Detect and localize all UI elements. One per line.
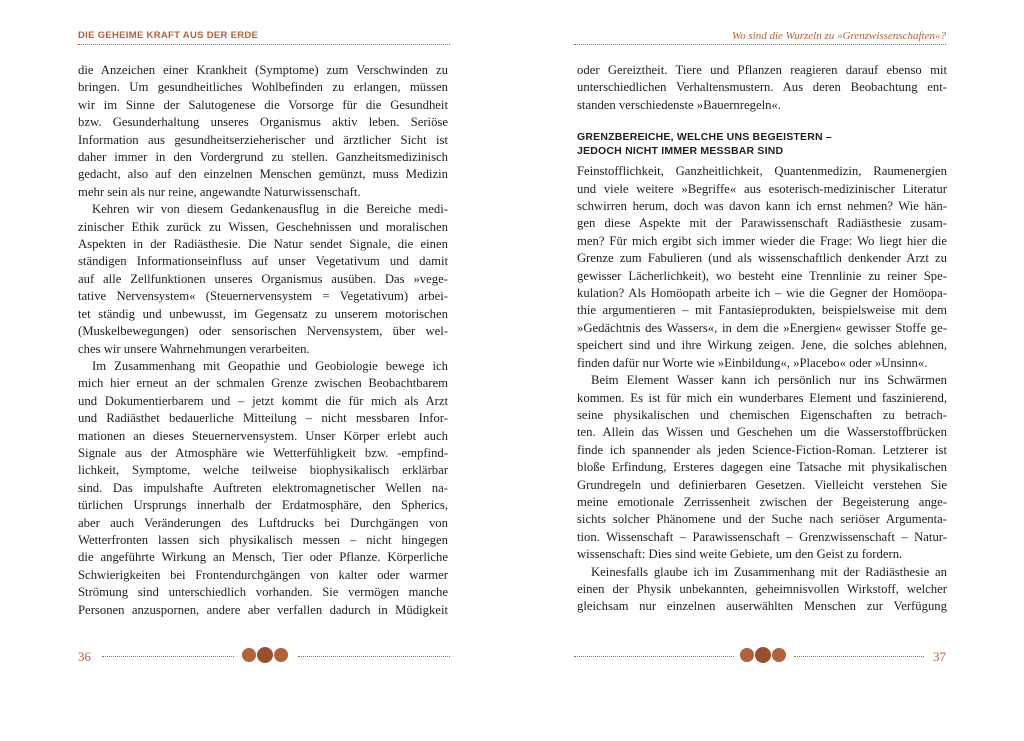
text-line: Personen anzuspornen, andere aber verfallen dadurch in Müdigkeit — [78, 602, 448, 617]
footer-rule — [298, 656, 450, 657]
circles-ornament-icon — [242, 648, 290, 664]
text-line: speichert sind und ihre Wirkung zeigen. Jene, die solches ablehnen, — [577, 338, 947, 353]
body-text — [78, 62, 448, 619]
text-line: Kehren wir von diesem Gedankenausflug in die Bereiche medi- — [92, 202, 448, 217]
text-line: standen verschiedenste »Bauernregeln«. — [577, 97, 781, 112]
text-line: bringen. Um gesundheitliches Wohlbefinden zu erlangen, müssen — [78, 80, 448, 95]
text-line: Aspekten in der Radiästhesie. Die Natur sendet Signale, die einen — [78, 237, 448, 252]
text-line: seine physikalischen und chemischen Eigenschaften zu betrach- — [577, 407, 947, 422]
text-line: Strömung sind unterschiedlich vorhanden. Sie vermögen manche — [78, 585, 448, 600]
circles-ornament-icon — [740, 648, 788, 664]
text-line: Grenze zum Fabulieren (und als wissenschaftlich denkender Arzt zu — [577, 251, 947, 266]
text-line: die angeführte Wirkung an Mensch, Tier oder Pflanze. Körperliche — [78, 550, 448, 565]
header-rule — [574, 44, 946, 45]
section-heading: JEDOCH NICHT IMMER MESSBAR SIND — [577, 145, 784, 158]
text-line: ten. Allein das Wissen und Geschehen um die Wasserstoffbrücken — [577, 425, 947, 440]
text-line: kulation? Als Homöopath arbeite ich – wie die Gegner der Homöopa- — [577, 286, 947, 301]
text-line: und viele weitere »Begriffe« aus esoterisch-medizinischer Literatur — [577, 181, 947, 196]
text-line: einen der Physik unbekannten, geheimnisvollen Wirkstoff, welcher — [577, 581, 947, 596]
text-line: und Dokumentierbarem und – jetzt kommt die für mich als Arzt — [78, 393, 448, 408]
text-line: men? Für mich ergibt sich immer wieder die Frage: Wo liegt hier die — [577, 233, 947, 248]
text-line: Im Zusammenhang mit Geopathie und Geobiologie bewege ich — [92, 358, 448, 373]
text-line: Beim Element Wasser kann ich persönlich nur ins Schwärmen — [591, 373, 947, 388]
text-line: tion. Wissenschaft – Parawissenschaft – Grenzwissenschaft – Natur- — [577, 529, 947, 544]
text-line: lichkeit, Symptome, welche teilweise biophysikalisch erklärbar — [78, 463, 448, 478]
text-line: Signale aus der Atmosphäre wie Wetterfühligkeit bzw. -empfind- — [78, 445, 448, 460]
text-line: bzw. Gesunderhaltung unseres Organismus aktiv leben. Seriöse — [78, 115, 448, 130]
text-line: Schwierigkeiten bei Frontendurchgängen von kalter oder warmer — [78, 567, 448, 582]
text-line: oder Gereiztheit. Tiere und Pflanzen reagieren darauf ebenso mit — [577, 63, 947, 77]
text-line: türlichen Ursprungs innerhalb der Erdatmosphäre, den Spherics, — [78, 498, 448, 513]
text-line: Wetterfronten lassen sich physikalisch messen – nicht hingegen — [78, 532, 448, 547]
text-line: sichts solcher Phänomene und der Suche nach seriöser Argumenta- — [577, 512, 947, 527]
text-line: ches wir unsere Wahrnehmungen verarbeiten. — [78, 341, 310, 356]
right-page — [512, 0, 1024, 741]
footer-rule — [574, 656, 734, 657]
text-line: kommen. Es ist für mich ein wunderbares Element und faszinierend, — [577, 390, 947, 405]
text-line: zinischer Ethik zurück zu Wissen, Geschehnissen und moralischen — [78, 219, 448, 234]
text-line: aber auch Veränderungen des Luftdrucks bei Durchgängen von — [78, 515, 448, 530]
text-line: finden dafür nur Worte wie »Einbildung«, »Placebo« oder »Unsinn«. — [577, 355, 928, 370]
text-line: tet ständig und unbewusst, im Gegensatz zu unserem motorischen — [78, 306, 448, 321]
body-text — [577, 62, 947, 616]
text-line: ständigen Informationseinfluss auf unser Vegetativum und damit — [78, 254, 448, 269]
text-line: mehr sein als nur reine, angewandte Naturwissenschaft. — [78, 184, 361, 199]
text-line: meine emotionale Zerrissenheit zwischen der Begeisterung ange- — [577, 494, 947, 509]
text-line: auf alle Zellfunktionen unseres Organismus ausüben. Das »vege- — [78, 271, 448, 286]
text-line: schwirren herum, doch was davon kann ich ernst nehmen? Wie hän- — [577, 199, 947, 214]
header-rule — [78, 44, 450, 45]
text-line: thie argumentieren – mit Fantasieprodukten, beispielsweise mit dem — [577, 303, 947, 318]
text-line: Keinesfalls glaube ich im Zusammenhang mit der Radiästhesie an — [591, 564, 947, 579]
text-line: die Anzeichen einer Krankheit (Symptome) zum Verschwinden zu — [78, 63, 448, 77]
running-header: Wo sind die Wurzeln zu »Grenzwissenschaften«? — [732, 30, 946, 42]
running-header: DIE GEHEIME KRAFT AUS DER ERDE — [78, 30, 259, 41]
text-line: mich hier erneut an der schmalen Grenze zwischen Beobachtbarem — [78, 376, 448, 391]
text-line: gen diese Aspekte mit der Parawissenschaft Radiästhesie zusam- — [577, 216, 947, 231]
text-line: und Radiästhet bedauerliche Mitteilung – nicht messbaren Infor- — [78, 411, 448, 426]
text-line: gleichsam nur einzelnen auserwählten Menschen zur Verfügung — [577, 599, 947, 614]
text-line: mationen an dieses Steuernervensystem. Unser Körper erlebt auch — [78, 428, 448, 443]
text-line: gewisser Lächerlichkeit), wo besteht eine Trennlinie zu reiner Spe- — [577, 268, 947, 283]
page-number: 36 — [78, 649, 91, 664]
text-line: daher immer in den Vordergrund zu stellen. Ganzheitsmedizinisch — [78, 150, 448, 165]
text-line: bloße Erfindung, Ersteres dagegen eine Tatsache mit physikalischen — [577, 460, 947, 475]
text-line: Information aus gesundheitserzieherischer und ärztlicher Sicht ist — [78, 132, 448, 147]
section-heading: GRENZBEREICHE, WELCHE UNS BEGEISTERN – — [577, 131, 832, 144]
text-line: Grundregeln und definierbaren Gesetzen. Vielleicht verstehen Sie — [577, 477, 947, 492]
text-line: wissenschaft: Dies sind weite Gebiete, um den Geist zu fordern. — [577, 547, 903, 562]
text-line: finde ich spannender als jeden Science-Fiction-Roman. Letzterer ist — [577, 442, 947, 457]
text-line: wir im Sinne der Salutogenese die Vorsorge für die Gesundheit — [78, 97, 448, 112]
text-line: tative Nervensystem« (Steuernervensystem = Vegetativum) arbei- — [78, 289, 448, 304]
text-line: »Gedächtnis des Wassers«, in dem die »Energien« gewisser Stoffe ge- — [577, 320, 947, 335]
text-line: (Muskelbewegungen) oder sensorischen Nervensystem, über wel- — [78, 324, 448, 339]
text-line: Feinstofflichkeit, Ganzheitlichkeit, Quantenmedizin, Raumenergien — [577, 164, 947, 179]
text-line: unterschiedlichen Verhaltensmustern. Aus deren Beobachtung ent- — [577, 80, 947, 95]
text-line: sind. Das impulshafte Auftreten elektromagnetischer Wellen na- — [78, 480, 448, 495]
text-line: gedacht, also auf den einzelnen Menschen gemünzt, muss Medizin — [78, 167, 448, 182]
footer-rule — [102, 656, 234, 657]
footer-rule — [794, 656, 924, 657]
page-number: 37 — [933, 649, 946, 664]
